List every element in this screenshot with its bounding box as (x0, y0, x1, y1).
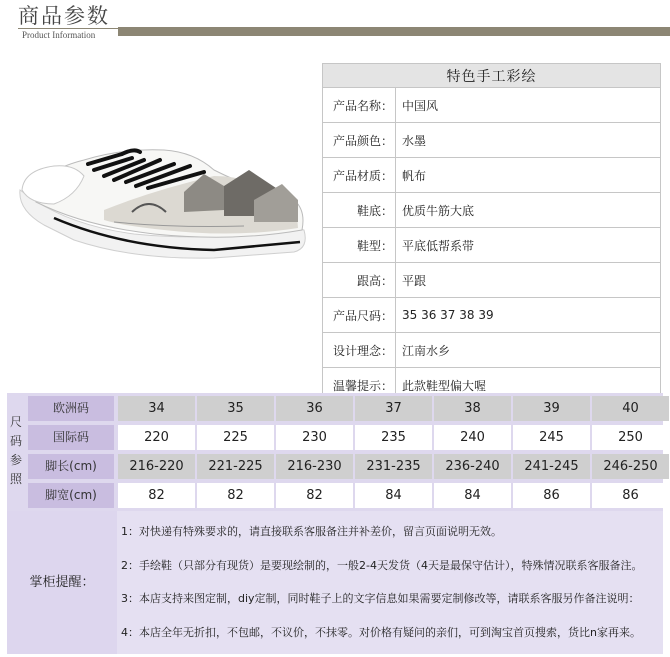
spec-key: 产品名称： (323, 88, 396, 123)
product-shoe-image (14, 130, 314, 280)
size-cell: 82 (197, 483, 274, 508)
spec-row (323, 263, 661, 298)
size-cell: 230 (276, 425, 353, 450)
size-cell: 250 (592, 425, 669, 450)
size-reference-char: 码 (9, 434, 22, 448)
size-row-label: 国际码 (28, 425, 114, 450)
size-cell: 40 (592, 396, 669, 421)
header-underline (18, 28, 118, 29)
size-cell: 236-240 (434, 454, 511, 479)
spec-row (323, 158, 661, 193)
notes-label: 掌柜提醒： (7, 511, 117, 654)
spec-value: 中国风 (396, 88, 661, 123)
section-subtitle: Product Information (22, 30, 96, 40)
spec-value: 帆布 (396, 158, 661, 193)
size-cell: 86 (592, 483, 669, 508)
spec-title: 特色手工彩绘 (323, 64, 661, 88)
size-reference-char: 照 (9, 472, 22, 486)
size-cell: 82 (118, 483, 195, 508)
note-item: 3：本店支持来图定制，diy定制，同时鞋子上的文字信息如果需要定制修改等，请联系客服另作备注说明： (121, 592, 640, 605)
size-cell: 246-250 (592, 454, 669, 479)
spec-value: 此款鞋型偏大喔 (396, 368, 661, 403)
spec-table (322, 63, 661, 403)
spec-row (323, 193, 661, 228)
size-row-label: 欧洲码 (28, 396, 114, 421)
header-bar (118, 27, 670, 36)
spec-value: 35 36 37 38 39 (396, 298, 661, 333)
size-cell: 216-220 (118, 454, 195, 479)
size-reference-char: 尺 (9, 415, 22, 429)
spec-row (323, 88, 661, 123)
spec-row (323, 123, 661, 158)
spec-row (323, 228, 661, 263)
spec-key: 产品材质： (323, 158, 396, 193)
spec-key: 鞋型： (323, 228, 396, 263)
spec-value: 平底低帮系带 (396, 228, 661, 263)
size-cell: 221-225 (197, 454, 274, 479)
shopkeeper-notes (7, 511, 663, 654)
section-header (0, 0, 670, 42)
size-cell: 241-245 (513, 454, 590, 479)
size-cell: 82 (276, 483, 353, 508)
size-cell: 216-230 (276, 454, 353, 479)
size-cell: 245 (513, 425, 590, 450)
spec-key: 产品颜色： (323, 123, 396, 158)
size-cell: 39 (513, 396, 590, 421)
size-cell: 225 (197, 425, 274, 450)
size-cell: 36 (276, 396, 353, 421)
size-cell: 84 (434, 483, 511, 508)
size-cell: 220 (118, 425, 195, 450)
size-cell: 235 (355, 425, 432, 450)
size-cell: 240 (434, 425, 511, 450)
size-reference-label (7, 393, 25, 511)
spec-row (323, 298, 661, 333)
note-item: 1：对快递有特殊要求的，请直接联系客服备注并补差价，留言页面说明无效。 (121, 525, 502, 538)
spec-key: 鞋底： (323, 193, 396, 228)
spec-value: 平跟 (396, 263, 661, 298)
spec-value: 优质牛筋大底 (396, 193, 661, 228)
size-cell: 38 (434, 396, 511, 421)
note-item: 2：手绘鞋（只部分有现货）是要现绘制的，一般2-4天发货（4天是最保守估计），特殊情况联系客服备注。 (121, 559, 643, 572)
size-row-label: 脚长(cm) (28, 454, 114, 479)
spec-value: 水墨 (396, 123, 661, 158)
size-cell: 34 (118, 396, 195, 421)
spec-key: 设计理念： (323, 333, 396, 368)
section-title: 商品参数 (18, 4, 110, 28)
size-cell: 35 (197, 396, 274, 421)
size-cell: 84 (355, 483, 432, 508)
spec-row (323, 333, 661, 368)
size-reference-char: 参 (9, 453, 22, 467)
size-cell: 231-235 (355, 454, 432, 479)
size-row-label: 脚宽(cm) (28, 483, 114, 508)
spec-key: 产品尺码： (323, 298, 396, 333)
spec-value: 江南水乡 (396, 333, 661, 368)
note-item: 4：本店全年无折扣，不包邮，不议价，不抹零。对价格有疑问的亲们，可到淘宝首页搜索，货比n家再来。 (121, 626, 641, 639)
spec-header-row (323, 64, 661, 88)
size-cell: 37 (355, 396, 432, 421)
spec-key: 跟高： (323, 263, 396, 298)
spec-key: 温馨提示： (323, 368, 396, 403)
size-chart (7, 393, 663, 511)
size-cell: 86 (513, 483, 590, 508)
